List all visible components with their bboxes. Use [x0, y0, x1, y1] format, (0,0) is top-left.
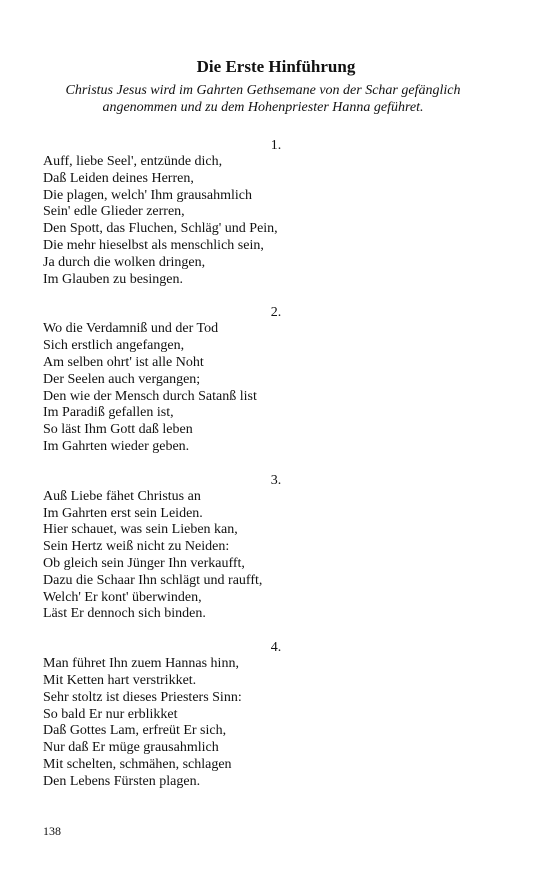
verse-line: Man führet Ihn zuem Hannas hinn,	[43, 656, 239, 672]
verse-line: Im Paradiß gefallen ist,	[43, 405, 174, 421]
verse-line: Den wie der Mensch durch Satanß list	[43, 388, 257, 404]
verse-line: Sein' edle Glieder zerren,	[43, 204, 185, 220]
stanza-4	[43, 639, 483, 790]
stanza-number: 4.	[270, 640, 282, 656]
verse-line: Ob gleich sein Jünger Ihn verkaufft,	[43, 555, 245, 571]
verse-line: Wo die Verdamniß und der Tod	[43, 321, 219, 337]
verse-line: Im Gahrten wieder geben.	[43, 438, 190, 454]
stanza-number: 2.	[270, 305, 282, 321]
verse-line: Mit Ketten hart verstrikket.	[43, 672, 197, 688]
verse-line: Den Spott, das Fluchen, Schläg' und Pein,	[43, 221, 278, 237]
verse-line: Welch' Er kont' überwinden,	[43, 589, 202, 605]
verse-line: So läst Ihm Gott daß leben	[43, 422, 193, 438]
verse-line: Läst Er dennoch sich binden.	[43, 606, 206, 622]
verse-line: Daß Leiden deines Herren,	[43, 170, 194, 186]
verse-line: Auß Liebe fähet Christus an	[43, 488, 201, 504]
verse-line: Sein Hertz weiß nicht zu Neiden:	[43, 539, 230, 555]
stanza-1	[43, 137, 483, 288]
verse-line: Sehr stoltz ist dieses Priesters Sinn:	[43, 689, 242, 705]
verse-line: Die mehr hieselbst als menschlich sein,	[43, 237, 264, 253]
subtitle-line: angenommen und zu dem Hohenpriester Hanna geführet.	[102, 100, 424, 115]
verse-line: Hier schauet, was sein Lieben kan,	[43, 522, 238, 538]
verse-line: Der Seelen auch vergangen;	[43, 371, 201, 387]
verse-line: Den Lebens Fürsten plagen.	[43, 773, 201, 789]
verse-line: Die plagen, welch' Ihm grausahmlich	[43, 187, 252, 203]
verse-line: Daß Gottes Lam, erfreüt Er sich,	[43, 723, 227, 739]
verse-line: So bald Er nur erblikket	[43, 706, 178, 722]
stanza-number: 3.	[270, 472, 282, 488]
subtitle-line: Christus Jesus wird im Gahrten Gethsemane von der Schar gefänglich	[65, 83, 461, 98]
verse-line: Auff, liebe Seel', entzünde dich,	[43, 154, 223, 169]
poem-title: Die Erste Hinführung	[196, 57, 356, 76]
stanza-2	[43, 304, 483, 455]
verse-line: Ja durch die wolken dringen,	[43, 254, 206, 270]
poem-subtitle	[43, 82, 483, 116]
verse-line: Sich erstlich angefangen,	[43, 338, 185, 354]
verse-line: Nur daß Er müge grausahmlich	[43, 740, 219, 756]
stanza-number: 1.	[270, 138, 282, 153]
page-number: 138	[43, 824, 61, 838]
verse-line: Mit schelten, schmähen, schlagen	[43, 756, 232, 772]
verse-line: Am selben ohrt' ist alle Noht	[43, 354, 204, 370]
verse-line: Im Gahrten erst sein Leiden.	[43, 505, 203, 521]
page-content	[43, 56, 483, 807]
stanza-3	[43, 472, 483, 623]
verse-line: Dazu die Schaar Ihn schlägt und raufft,	[43, 572, 263, 588]
verse-line: Im Glauben zu besingen.	[43, 271, 183, 287]
